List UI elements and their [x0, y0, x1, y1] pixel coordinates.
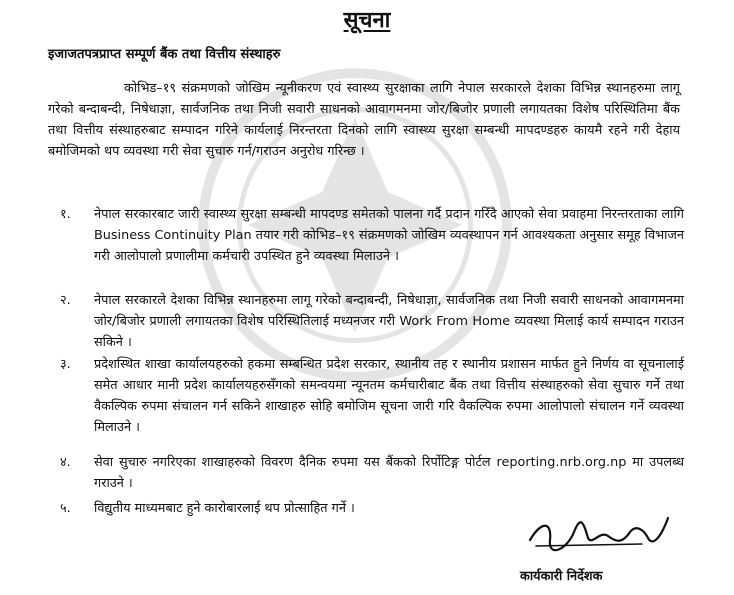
list-item-text: प्रदेशस्थित शाखा कार्यालयहरुको हकमा सम्बन्धित प्रदेश सरकार, स्थानीय तह र स्थानीय प्रशासन मार्फत हुने निर्णय वा सूचनालाई समेत आधार मानी प्रदेश कार्यालयहरुसँगको समन्वयमा न्यूनतम कर्मचारीबाट बैंक तथा वित्तीय संस्थाहरुको सेवा सुचारु गर्ने तथा वैकल्पिक रुपमा संचालन गर्न सकिने शाखाहरु सोहि बमोजिम सूचना जारी गरि वैकल्पिक रुपमा आलोपालो संचालन गर्ने व्यवस्था मिलाउने । — [94, 357, 684, 435]
list-item-text: विद्युतीय माध्यमबाट हुने कारोबारलाई थप प्रोत्साहित गर्ने । — [94, 501, 355, 516]
list-item — [60, 204, 684, 267]
list-item-text: नेपाल सरकारबाट जारी स्वास्थ्य सुरक्षा सम्बन्धी मापदण्ड समेतको पालना गर्दै प्रदान गरिँदै आएको सेवा प्रवाहमा निरन्तरताका लागि Business Continuity Plan तयार गरी कोभिड–१९ संक्रमणको जोखिम व्यवस्थापन गर्न आवश्यकता अनुसार समूह विभाजन गरी आलोपालो प्रणालीमा कर्मचारी उपस्थित हुने व्यवस्था मिलाउने । — [94, 207, 684, 264]
list-item-number: ४. — [60, 455, 71, 470]
list-item-number: ३. — [60, 357, 71, 372]
list-item — [60, 354, 684, 438]
list-item-number: ५. — [60, 501, 71, 516]
list-item-text: सेवा सुचारु नगरिएका शाखाहरुको विवरण दैनिक रुपमा यस बैंकको रिर्पोटिङ्ग पोर्टल reporting.nrb.org.np मा उपलब्ध गराउने । — [94, 455, 684, 491]
list-item-text: नेपाल सरकारले देशका विभिन्न स्थानहरुमा लागू गरेको बन्दाबन्दी, निषेधाज्ञा, सार्वजनिक तथा निजी सवारी साधनको आवागमनमा जोर/बिजोर प्रणाली लगायतका विशेष परिस्थितिलाई मध्यनजर गरी Work From Home व्यवस्था मिलाई कार्य सम्पादन गराउन सकिने । — [94, 293, 684, 350]
list-item — [60, 290, 684, 353]
notice-title: सूचना — [343, 8, 391, 33]
addressee-line: इजाजतपत्रप्राप्त सम्पूर्ण बैंक तथा वित्तीय संस्थाहरु — [48, 47, 281, 62]
list-item-number: १. — [60, 207, 71, 222]
signatory-designation: कार्यकारी निर्देशक — [520, 569, 603, 584]
list-item — [60, 452, 684, 494]
intro-paragraph: कोभिड–१९ संक्रमणको जोखिम न्यूनीकरण एवं स्वास्थ्य सुरक्षाका लागि नेपाल सरकारले देशका विभिन्न स्थानहरुमा लागू गरेको बन्दाबन्दी, निषेधाज्ञा, सार्वजनिक तथा निजी सवारी साधनको आवागमनमा जोर/बिजोर प्रणाली लगायतका विशेष परिस्थितिमा बैंक तथा वित्तीय संस्थाहरुबाट सम्पादन गरिने कार्यलाई निरन्तरता दिनको लागि स्वास्थ्य सुरक्षा सम्बन्धी मापदण्डहरु कायमै रहने गरी देहाय बमोजिमको थप व्यवस्था गरी सेवा सुचारु गर्न/गराउन अनुरोध गरिन्छ । — [48, 81, 680, 159]
list-item-number: २. — [60, 293, 71, 308]
signature — [522, 510, 672, 556]
